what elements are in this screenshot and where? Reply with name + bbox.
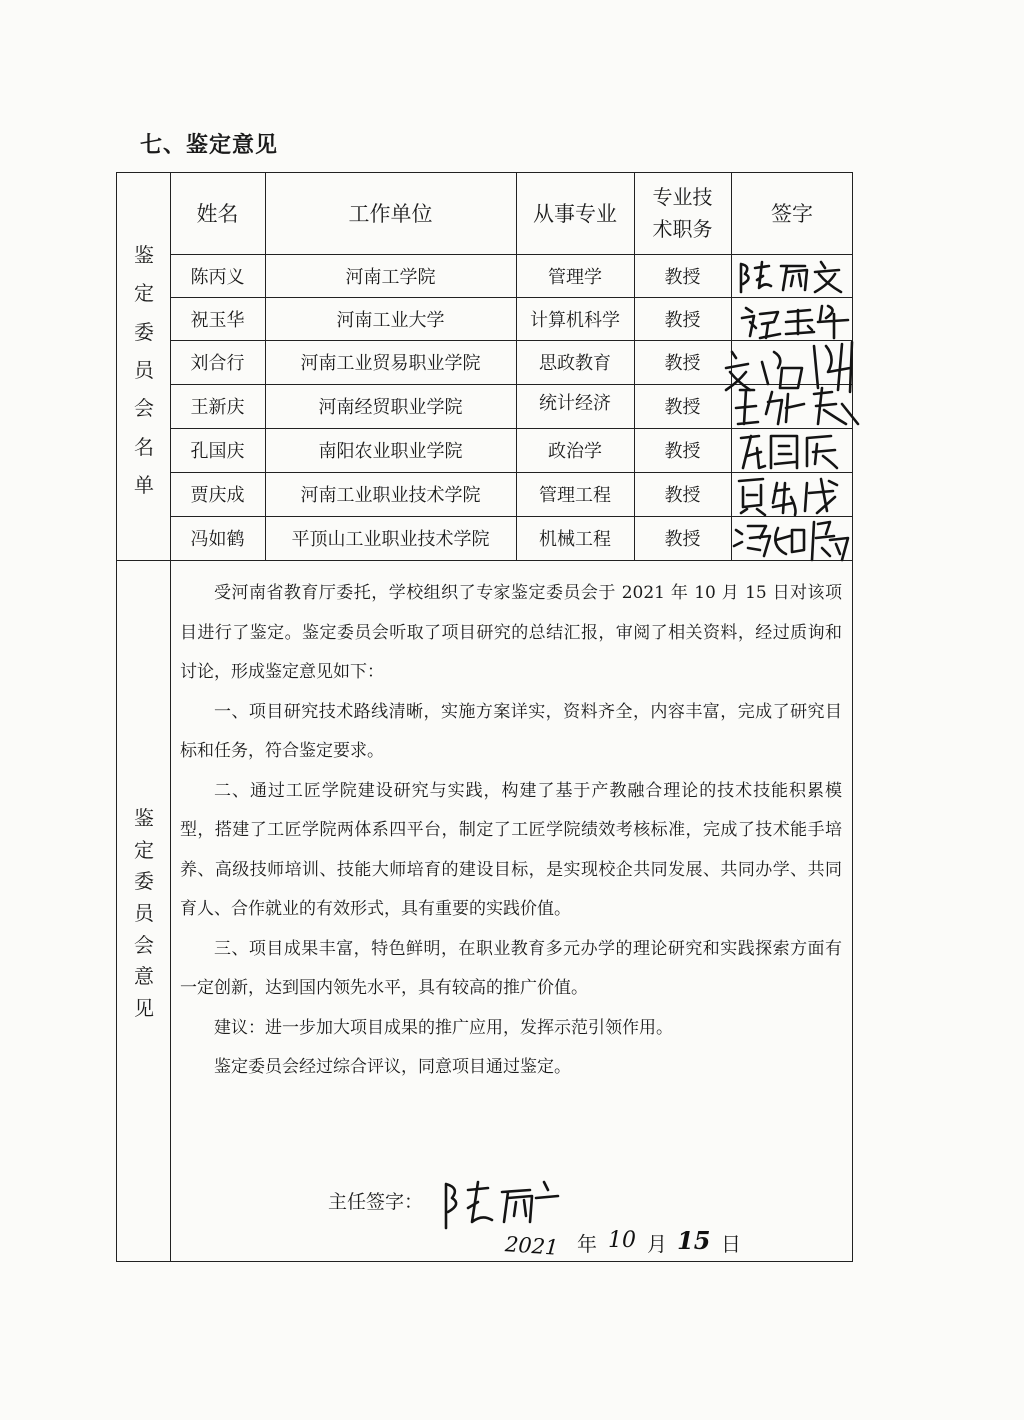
label-char: 名 [134, 434, 154, 459]
member-major: 计算机科学 [530, 309, 620, 331]
member-name: 孔国庆 [190, 441, 245, 462]
member-name: 陈丙义 [190, 266, 245, 288]
opinion-paragraph: 三、项目成果丰富，特色鲜明，在职业教育多元办学的理论研究和实践探索方面有一定创新，达到国内领先水平，具有较高的推广价值。 [180, 938, 842, 998]
member-unit: 河南工业大学 [336, 309, 445, 331]
member-name: 王新庆 [190, 397, 245, 418]
signature-image [733, 473, 848, 517]
opinion-paragraph: 一、项目研究技术路线清晰，实施方案详实，资料齐全，内容丰富，完成了研究目标和任务，符合鉴定要求。 [180, 701, 842, 761]
date-month-unit: 月 [647, 1232, 667, 1256]
label-char: 鉴 [134, 243, 154, 267]
committee-opinion-label [118, 808, 170, 1018]
header-title [634, 172, 731, 254]
label-char: 定 [134, 281, 154, 306]
signature-image [735, 258, 850, 296]
signature-image [735, 428, 847, 472]
header-name: 姓名 [196, 202, 239, 226]
member-unit: 河南工业贸易职业学院 [300, 353, 481, 374]
header-title-line2: 术职务 [652, 217, 713, 241]
header-major: 从事专业 [533, 202, 617, 226]
label-char: 单 [134, 472, 154, 497]
label-char: 鉴 [134, 806, 154, 830]
member-major: 思政教育 [539, 353, 611, 374]
member-major: 管理学 [548, 266, 602, 288]
section-title: 七、鉴定意见 [140, 133, 279, 158]
member-major: 管理工程 [539, 485, 611, 506]
appraisal-date [505, 1228, 765, 1268]
header-signature: 签字 [771, 202, 813, 226]
member-title: 教授 [664, 309, 701, 331]
opinion-paragraph: 鉴定委员会经过综合评议，同意项目通过鉴定。 [214, 1057, 571, 1077]
member-major: 政治学 [548, 441, 602, 462]
opinion-paragraph: 建议：进一步加大项目成果的推广应用，发挥示范引领作用。 [214, 1017, 673, 1038]
member-major: 机械工程 [539, 529, 611, 550]
member-name: 冯如鹤 [190, 529, 245, 550]
date-day: 15 [677, 1226, 711, 1255]
member-title: 教授 [664, 485, 701, 506]
member-title: 教授 [664, 529, 701, 550]
member-unit: 南阳农业职业学院 [318, 441, 463, 462]
signature-image [732, 384, 867, 428]
member-name: 贾庆成 [190, 485, 245, 506]
member-unit: 河南工业职业技术学院 [300, 485, 481, 506]
member-title: 教授 [664, 397, 701, 418]
committee-list-label [118, 245, 170, 495]
opinion-paragraph: 二、通过工匠学院建设研究与实践，构建了基于产教融合理论的技术技能积累模型，搭建了工匠学院两体系四平台，制定了工匠学院绩效考核标准，完成了技术能手培养、高级技师培训、技能大师培育的建设目标，是实现校企共同发展、共同办学、共同育人、合作就业的有效形式，具有重要的实践价值。 [180, 780, 842, 919]
signature-image [730, 516, 855, 564]
date-year-unit: 年 [577, 1232, 597, 1256]
label-char: 会 [134, 396, 154, 421]
label-char: 见 [134, 995, 154, 1020]
label-char: 定 [134, 837, 154, 862]
member-major: 统计经济 [539, 393, 611, 414]
date-year: 2021 [504, 1232, 560, 1260]
date-day-unit: 日 [721, 1232, 741, 1256]
member-title: 教授 [664, 353, 701, 374]
member-name: 刘合行 [190, 353, 245, 374]
member-unit: 平顶山工业职业技术学院 [291, 529, 490, 550]
opinion-paragraph: 受河南省教育厅委托，学校组织了专家鉴定委员会于 2021 年 10 月 15 日对该项目进行了鉴定。鉴定委员会听取了项目研究的总结汇报，审阅了相关资料，经过质询和讨论，形成鉴定意见如下： [180, 583, 842, 682]
member-title: 教授 [664, 266, 701, 288]
label-char: 员 [134, 357, 154, 382]
header-unit: 工作单位 [348, 202, 433, 226]
director-signature-label: 主任签字： [328, 1191, 424, 1213]
member-title: 教授 [664, 441, 701, 462]
header-title-line1: 专业技 [652, 185, 713, 209]
member-unit: 河南工学院 [345, 266, 436, 288]
label-char: 员 [134, 900, 154, 925]
opinion-text [180, 574, 842, 1088]
label-char: 意 [134, 964, 154, 989]
member-name: 祝玉华 [190, 309, 245, 331]
director-signature-image [438, 1176, 558, 1232]
label-char: 委 [134, 869, 154, 894]
signature-image [738, 300, 853, 340]
member-unit: 河南经贸职业学院 [318, 397, 463, 418]
label-char: 委 [134, 319, 154, 344]
date-month: 10 [608, 1228, 636, 1253]
label-char: 会 [134, 932, 154, 957]
